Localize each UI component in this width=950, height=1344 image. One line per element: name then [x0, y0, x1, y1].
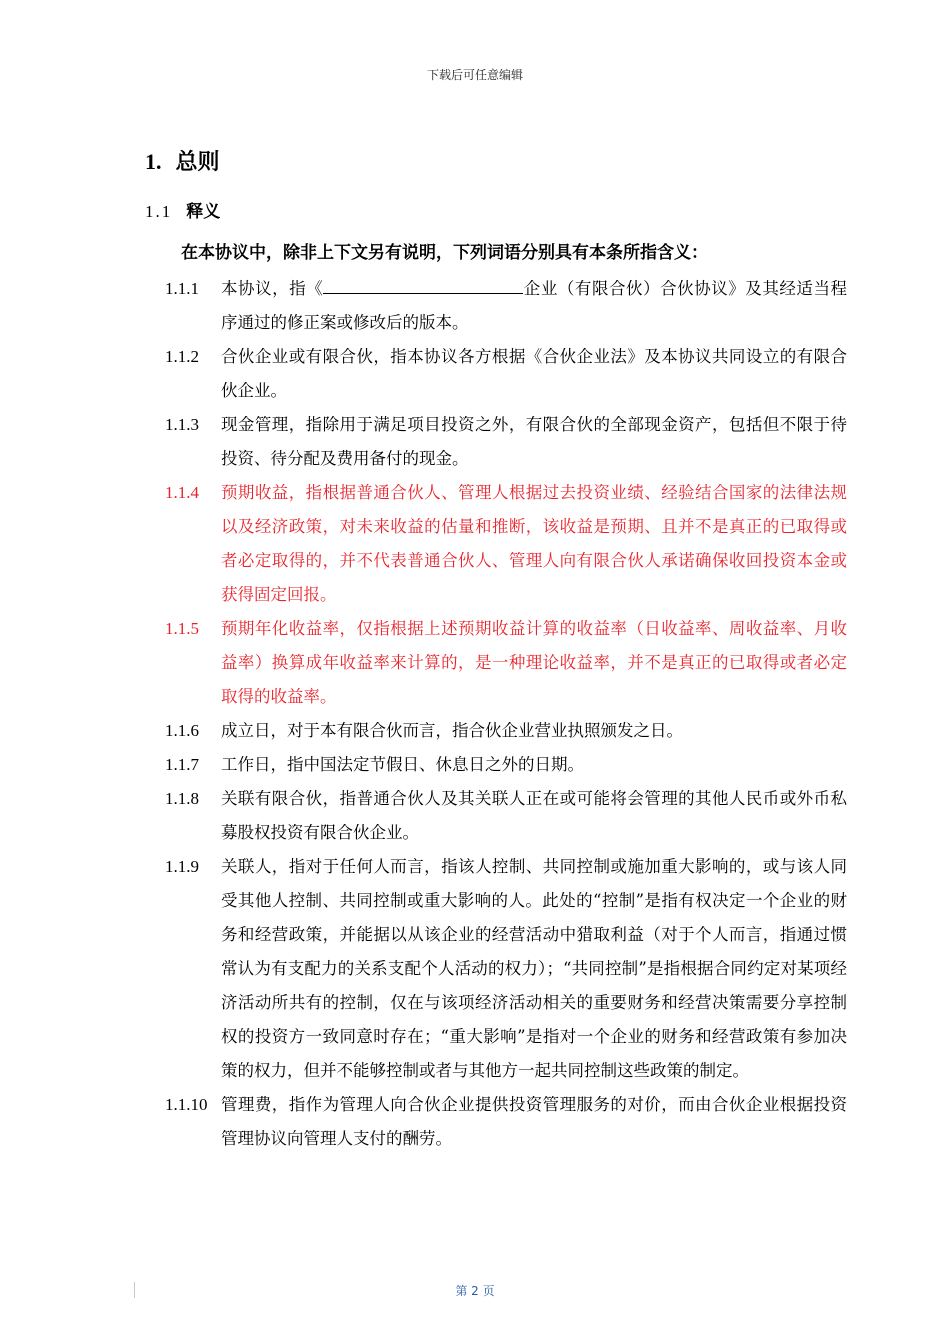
subsection-heading: [145, 197, 220, 222]
clause-number: 1.1.10: [165, 1095, 208, 1114]
clause-number: 1.1.3: [165, 415, 199, 434]
clause-text: 预期年化收益率，仅指根据上述预期收益计算的收益率（日收益率、周收益率、月收益率）换算成年收益率来计算的，是一种理论收益率，并不是真正的已取得或者必定取得的收益率。: [221, 619, 847, 706]
clause-1-1-6: [165, 714, 853, 748]
clause-1-1-4: [165, 476, 853, 612]
clause-number: 1.1.9: [165, 857, 199, 876]
clause-text: 本协议，指《 企业（有限合伙）合伙协议》及其经适当程序通过的修正案或修改后的版本。: [221, 272, 847, 340]
clause-1-1-1: [165, 272, 853, 340]
definitions-list: [165, 272, 853, 1156]
subsection-number: 1.1: [145, 202, 173, 221]
clause-1-1-3: [165, 408, 853, 476]
fill-in-blank[interactable]: [323, 275, 523, 294]
page-number: 第 2 页: [455, 1284, 495, 1298]
clause-1-1-2: [165, 340, 853, 408]
clause-1-1-7: [165, 748, 853, 782]
clause-number: 1.1.7: [165, 755, 199, 774]
clause-number: 1.1.6: [165, 721, 199, 740]
clause-text: 预期收益，指根据普通合伙人、管理人根据过去投资业绩、经验结合国家的法律法规以及经济政策，对未来收益的估量和推断，该收益是预期、且并不是真正的已取得或者必定取得的，并不代表普通合伙人、管理人向有限合伙人承诺确保收回投资本金或获得固定回报。: [221, 483, 847, 604]
clause-number: 1.1.2: [165, 347, 199, 366]
clause-text: 管理费，指作为管理人向合伙企业提供投资管理服务的对价，而由合伙企业根据投资管理协议向管理人支付的酬劳。: [221, 1095, 847, 1148]
clause-1-1-10: [165, 1088, 853, 1156]
definitions-intro: 在本协议中，除非上下文另有说明，下列词语分别具有本条所指含义：: [181, 243, 708, 263]
section-title: 总则: [175, 150, 220, 175]
clause-text: 合伙企业或有限合伙，指本协议各方根据《合伙企业法》及本协议共同设立的有限合伙企业。: [221, 347, 847, 400]
clause-text: 关联人，指对于任何人而言，指该人控制、共同控制或施加重大影响的，或与该人同受其他人控制、共同控制或重大影响的人。此处的“控制”是指有权决定一个企业的财务和经营政策，并能据以从该企业的经营活动中猎取利益（对于个人而言，指通过惯常认为有支配力的关系支配个人活动的权力）；“共同控制”是指根据合同约定对某项经济活动所共有的控制，仅在与该项经济活动相关的重要财务和经营决策需要分享控制权的投资方一致同意时存在；“重大影响”是指对一个企业的财务和经营政策有参加决策的权力，但并不能够控制或者与其他方一起共同控制这些政策的制定。: [221, 857, 847, 1080]
clause-1-1-8: [165, 782, 853, 850]
clause-number: 1.1.5: [165, 619, 199, 638]
clause-text: 成立日，对于本有限合伙而言，指合伙企业营业执照颁发之日。: [221, 721, 683, 740]
clause-number: 1.1.4: [165, 483, 199, 502]
clause-1-1-9: [165, 850, 853, 1088]
page-header: 下载后可任意编辑: [426, 68, 523, 82]
clause-1-1-5: [165, 612, 853, 714]
clause-number: 1.1.1: [165, 279, 199, 298]
section-number: 1.: [145, 149, 162, 174]
clause-number: 1.1.8: [165, 789, 199, 808]
section-heading: [145, 145, 220, 176]
clause-text: 工作日，指中国法定节假日、休息日之外的日期。: [221, 755, 584, 774]
clause-text: 关联有限合伙，指普通合伙人及其关联人正在或可能将会管理的其他人民币或外币私募股权投资有限合伙企业。: [221, 789, 847, 842]
clause-text: 现金管理，指除用于满足项目投资之外，有限合伙的全部现金资产，包括但不限于待投资、待分配及费用备付的现金。: [221, 415, 847, 468]
subsection-title: 释义: [186, 202, 221, 222]
